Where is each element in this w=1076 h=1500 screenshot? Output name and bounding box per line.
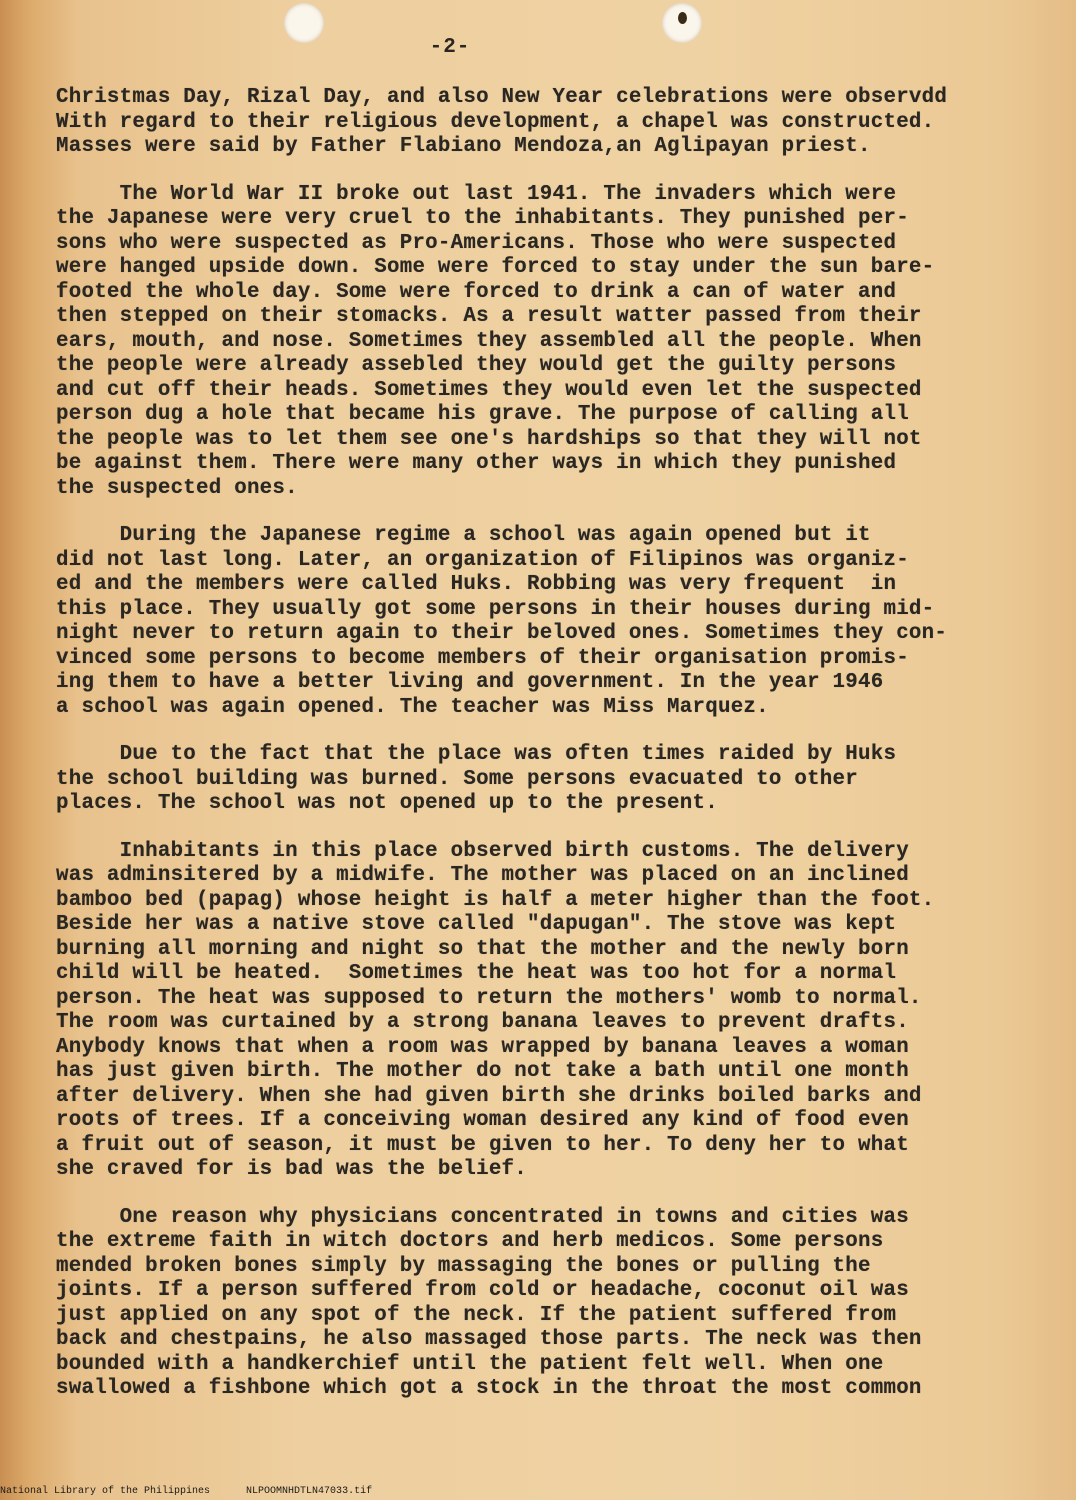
text-line: bounded with a handkerchief until the patient felt well. When one	[56, 1352, 884, 1376]
text-line: swallowed a fishbone which got a stock in the throat the most common	[56, 1377, 922, 1400]
text-line: be against them. There were many other ways in which they punished	[56, 452, 897, 475]
page-number: -2-	[429, 36, 471, 59]
text-line: bamboo bed (papag) whose height is half a meter higher than the foot.	[56, 888, 935, 912]
text-line: joints. If a person suffered from cold or headache, coconut oil was	[56, 1279, 909, 1302]
text-line: Beside her was a native stove called "dapugan". The stove was kept	[56, 913, 897, 936]
text-line: vinced some persons to become members of their organisation promis-	[56, 646, 909, 670]
text-line: Inhabitants in this place observed birth customs. The delivery	[56, 839, 909, 863]
text-line: and cut off their heads. Sometimes they would even let the suspected	[56, 378, 922, 402]
text-line: ears, mouth, and nose. Sometimes they assembled all the people. When	[56, 329, 922, 353]
text-line: Anybody knows that when a room was wrapped by banana leaves a woman	[56, 1035, 909, 1059]
text-line: child will be heated. Sometimes the heat was too hot for a normal	[56, 962, 897, 985]
text-line: a fruit out of season, it must be given to her. To deny her to what	[56, 1133, 909, 1157]
paragraph	[56, 86, 1056, 160]
text-line: With regard to their religious development, a chapel was constructed.	[56, 110, 935, 134]
text-line: One reason why physicians concentrated in towns and cities was	[56, 1205, 909, 1229]
document-body	[56, 86, 1056, 1425]
text-line: Due to the fact that the place was often times raided by Huks	[56, 743, 897, 766]
footer-library: National Library of the Philippines	[0, 1486, 211, 1497]
text-line: was adminsitered by a midwife. The mother was placed on an inclined	[56, 864, 909, 887]
text-line: after delivery. When she had given birth she drinks boiled barks and	[56, 1084, 922, 1108]
text-line: the extreme faith in witch doctors and herb medicos. Some persons	[56, 1230, 884, 1253]
text-line: footed the whole day. Some were forced to drink a can of water and	[56, 280, 897, 304]
text-line: night never to return again to their beloved ones. Sometimes they con-	[56, 622, 948, 645]
text-line: then stepped on their stomacks. As a result watter passed from their	[56, 305, 922, 328]
text-line: a school was again opened. The teacher was Miss Marquez.	[56, 695, 769, 719]
paragraph	[56, 183, 1056, 502]
text-line: the school building was burned. Some persons evacuated to other	[56, 767, 859, 791]
footer-file: NLPOOMNHDTLN47033.tif	[246, 1486, 373, 1497]
text-line: back and chestpains, he also massaged those parts. The neck was then	[56, 1328, 922, 1351]
text-line: ing them to have a better living and government. In the year 1946	[56, 671, 884, 694]
text-line: has just given birth. The mother do not take a bath until one month	[56, 1060, 909, 1083]
text-line: this place. They usually got some persons in their houses during mid-	[56, 597, 935, 621]
text-line: The room was curtained by a strong banana leaves to prevent drafts.	[56, 1011, 909, 1034]
text-line: ed and the members were called Huks. Robbing was very frequent in	[56, 573, 897, 596]
text-line: The World War II broke out last 1941. The invaders which were	[56, 182, 897, 206]
text-line: person. The heat was supposed to return the mothers' womb to normal.	[56, 986, 922, 1010]
text-line: During the Japanese regime a school was again opened but it	[56, 524, 871, 547]
text-line: just applied on any spot of the neck. If the patient suffered from	[56, 1303, 897, 1327]
text-line: the people was to let them see one's hardships so that they will not	[56, 427, 922, 451]
text-line: the people were already assebled they would get the guilty persons	[56, 354, 897, 377]
text-line: the suspected ones.	[56, 476, 298, 500]
text-line: were hanged upside down. Some were forced to stay under the sun bare-	[56, 256, 935, 279]
text-line: the Japanese were very cruel to the inhabitants. They punished per-	[56, 207, 909, 230]
text-line: roots of trees. If a conceiving woman desired any kind of food even	[56, 1109, 909, 1132]
text-line: burning all morning and night so that the mother and the newly born	[56, 937, 909, 961]
paragraph	[56, 840, 1056, 1183]
text-line: places. The school was not opened up to the present.	[56, 792, 718, 815]
scan-footer	[0, 1486, 408, 1497]
text-line: mended broken bones simply by massaging the bones or pulling the	[56, 1254, 871, 1278]
ink-spot	[678, 12, 687, 24]
paragraph	[56, 743, 1056, 817]
text-line: she craved for is bad was the belief.	[56, 1158, 528, 1181]
paragraph	[56, 524, 1056, 720]
text-line: sons who were suspected as Pro-Americans. Those who were suspected	[56, 231, 897, 255]
paragraph	[56, 1206, 1056, 1402]
text-line: Masses were said by Father Flabiano Mendoza,an Aglipayan priest.	[56, 135, 871, 158]
text-line: person dug a hole that became his grave. The purpose of calling all	[56, 403, 909, 426]
text-line: Christmas Day, Rizal Day, and also New Year celebrations were observdd	[56, 86, 948, 109]
text-line: did not last long. Later, an organization of Filipinos was organiz-	[56, 548, 909, 572]
